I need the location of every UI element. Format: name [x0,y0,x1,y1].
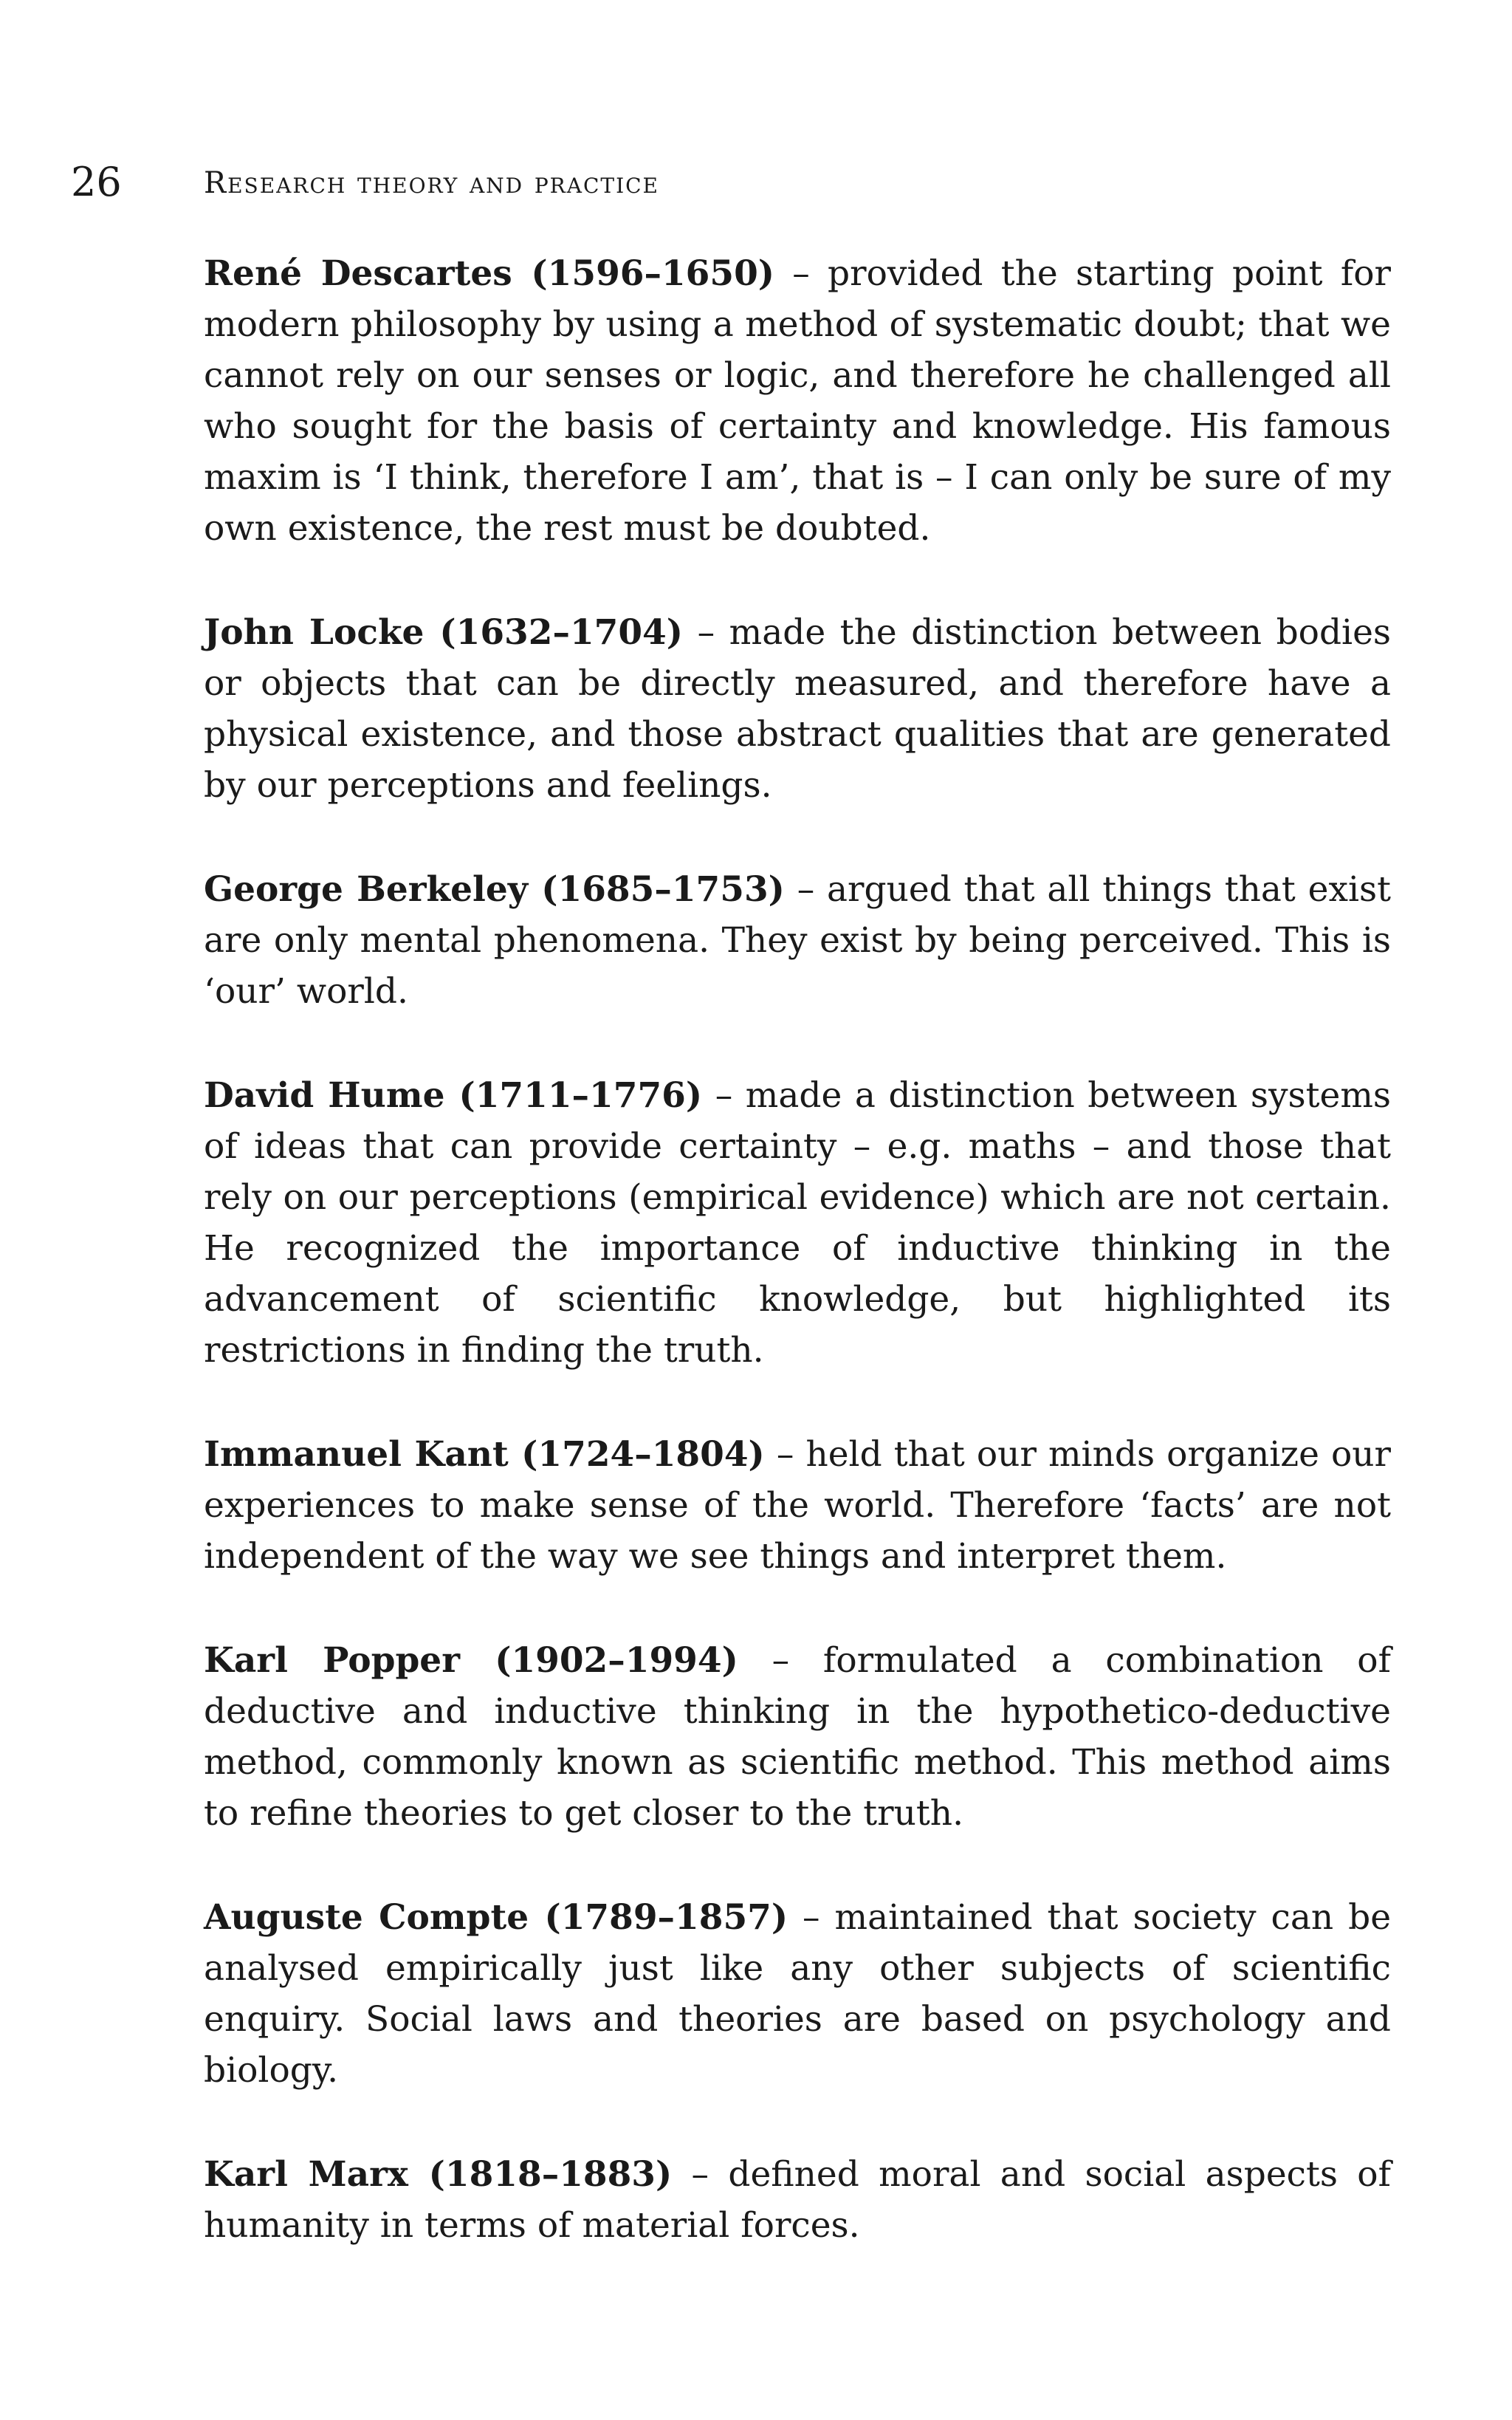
entry-name: Auguste Compte (1789–1857) [204,1897,788,1938]
entry-text: – formulated a combination of deductive and inductive thinking in the hypothetico-deductive method, commonly known as scientific method. This method aims to refine theories to get closer to the truth. [204,1640,1391,1834]
body-text [204,248,1391,2304]
entry-name: René Descartes (1596–1650) [204,253,775,294]
entry-compte [204,1892,1391,2096]
entry-text: – argued that all things that exist are only mental phenomena. They exist by being perceived. This is ‘our’ world. [204,869,1391,1012]
entry-text: – made the distinction between bodies or objects that can be directly measured, and therefore have a physical existence, and those abstract qualities that are generated by our perceptions and feelings. [204,612,1392,806]
page-number: 26 [71,159,122,205]
entry-name: Karl Marx (1818–1883) [204,2154,673,2195]
entry-marx [204,2149,1391,2251]
entry-popper [204,1635,1391,1839]
entry-name: George Berkeley (1685–1753) [204,869,785,910]
entry-name: Immanuel Kant (1724–1804) [204,1434,765,1475]
entry-text: – provided the starting point for modern philosophy by using a method of systematic doubt; that we cannot rely on our senses or logic, and therefore he challenged all who sought for the basis of certainty and knowledge. His famous maxim is ‘I think, therefore I am’, that is – I can only be sure of my own existence, the rest must be doubted. [204,253,1391,549]
running-head [71,157,1400,208]
entry-berkeley [204,864,1391,1017]
entry-name: Karl Popper (1902–1994) [204,1640,738,1681]
entry-text: – held that our minds organize our experiences to make sense of the world. Therefore ‘facts’ are not independent of the way we see things and interpret them. [204,1434,1391,1577]
entry-descartes [204,248,1391,554]
entry-hume [204,1070,1391,1376]
entry-text: – defined moral and social aspects of humanity in terms of material forces. [204,2154,1391,2246]
entry-name: John Locke (1632–1704) [204,612,684,653]
entry-text: – made a distinction between systems of ideas that can provide certainty – e.g. maths – and those that rely on our perceptions (empirical evidence) which are not certain. He recognized the importance of inductive thinking in the advancement of scientific knowledge, but highlighted its restrictions in finding the truth. [204,1075,1392,1371]
entry-kant [204,1429,1391,1582]
entry-name: David Hume (1711–1776) [204,1075,703,1116]
entry-locke [204,607,1391,811]
entry-text: – maintained that society can be analysed empirically just like any other subjects of scientific enquiry. Social laws and theories are based on psychology and biology. [204,1897,1392,2091]
running-title: Research theory and practice [204,166,659,200]
